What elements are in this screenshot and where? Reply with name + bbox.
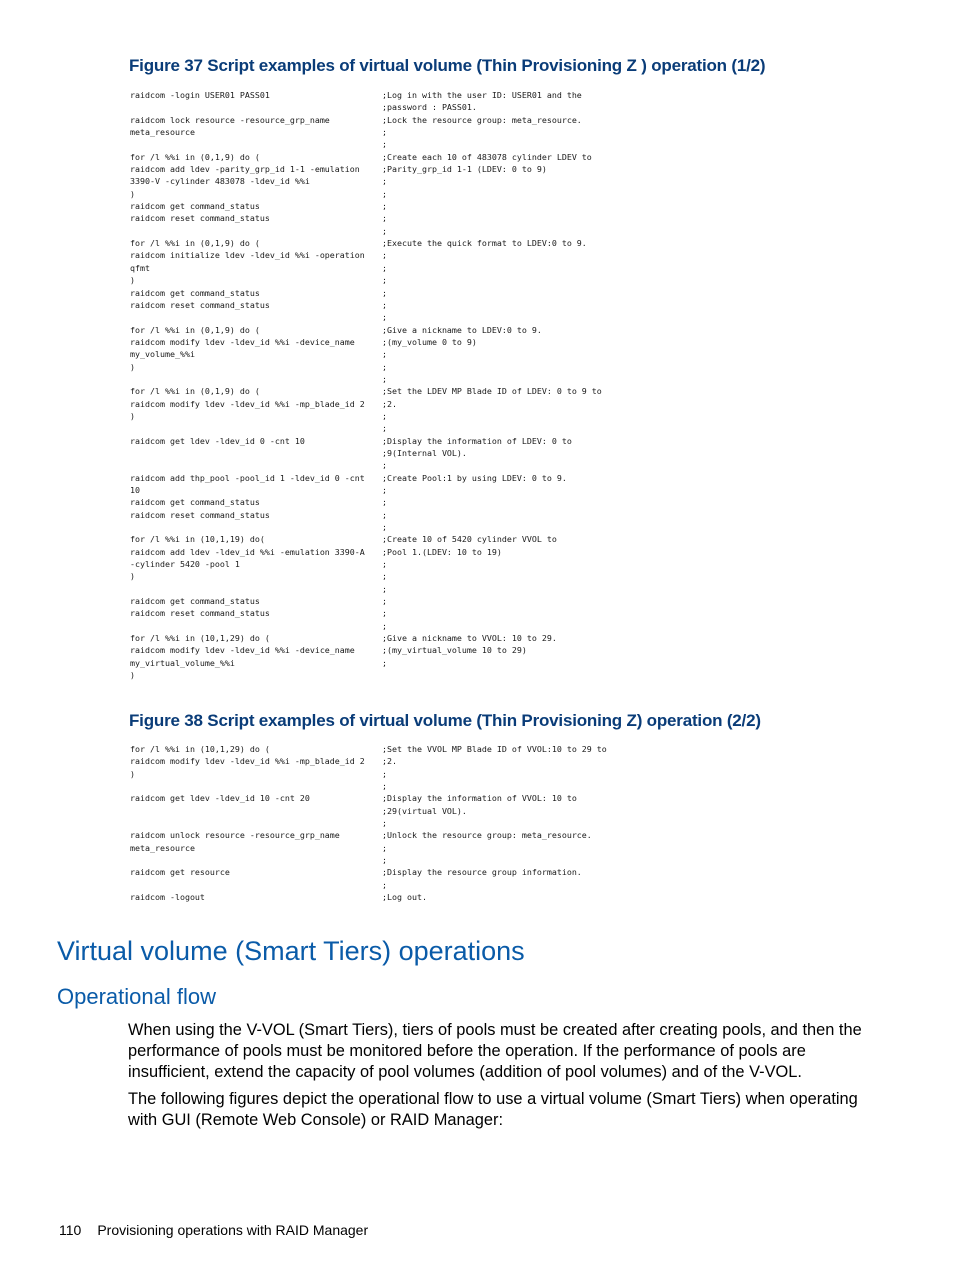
script-command: meta_resource [130,127,195,138]
script-comment: ;(my_volume 0 to 9) [382,336,477,347]
script-line [130,398,602,410]
script-command: raidcom reset command_status [130,299,270,310]
figure-38-caption: Figure 38 Script examples of virtual volume (Thin Provisioning Z) operation (2/2) [129,711,761,730]
script-line [130,854,607,866]
script-line [130,583,602,595]
script-command: raidcom get resource [130,867,230,878]
script-command: raidcom add ldev -parity_grp_id 1-1 -emulation [130,164,360,175]
script-comment: ;Display the information of VVOL: 10 to [382,793,577,804]
script-comment: ; [382,361,387,372]
script-line [130,620,602,632]
script-command: for /l %%i in (0,1,9) do ( [130,324,260,335]
script-command [130,620,382,632]
script-line [130,114,602,126]
script-line [130,829,607,841]
figure-37-script [130,89,602,682]
script-command [130,805,382,817]
paragraph-figures-intro: The following figures depict the operational flow to use a virtual volume (Smart Tiers) when operating with GUI (Remote Web Console) or RAID Manager: [128,1090,858,1129]
script-line [130,842,607,854]
script-line [130,472,602,484]
script-line [130,274,602,286]
script-line [130,768,607,780]
script-line [130,805,607,817]
script-command [130,101,382,113]
script-line [130,792,607,804]
script-comment: ; [382,127,387,138]
script-command [130,447,382,459]
script-command: raidcom get command_status [130,287,260,298]
script-line [130,200,602,212]
script-command: raidcom get ldev -ldev_id 0 -cnt 10 [130,435,305,446]
script-command: raidcom add thp_pool -pool_id 1 -ldev_id 0 -cnt [130,472,365,483]
script-comment: ;Create Pool:1 by using LDEV: 0 to 9. [382,472,567,483]
script-line [130,570,602,582]
script-command: ) [130,361,135,372]
script-line [130,225,602,237]
script-comment: ; [382,571,387,582]
script-line [130,866,607,878]
script-command: raidcom reset command_status [130,509,270,520]
script-line [130,410,602,422]
script-line [130,533,602,545]
figure-38-script [130,743,607,903]
script-command: raidcom get command_status [130,596,260,607]
script-command: for /l %%i in (0,1,9) do ( [130,151,260,162]
script-line [130,558,602,570]
script-line [130,373,602,385]
script-command: raidcom -logout [130,892,205,903]
script-line [130,188,602,200]
script-command: for /l %%i in (10,1,29) do ( [130,633,270,644]
script-line [130,484,602,496]
script-line [130,422,602,434]
page-number: 110 [59,1222,82,1238]
script-line [130,385,602,397]
script-comment: ;Give a nickname to VVOL: 10 to 29. [382,633,557,644]
script-line [130,237,602,249]
script-command [130,854,382,866]
chapter-title: Provisioning operations with RAID Manager [97,1222,369,1238]
script-comment: ;Parity_grp_id 1-1 (LDEV: 0 to 9) [382,164,547,175]
script-comment: ; [382,522,387,533]
script-comment: ;Execute the quick format to LDEV:0 to 9. [382,238,587,249]
script-comment: ; [382,855,387,866]
script-comment: ; [382,509,387,520]
script-line [130,175,602,187]
script-comment: ; [382,620,387,631]
script-comment: ;Log out. [382,892,427,903]
script-line [130,817,607,829]
script-comment: ;(my_virtual_volume 10 to 29) [382,645,527,656]
script-comment: ;9(Internal VOL). [382,447,467,458]
script-command: raidcom -login USER01 PASS01 [130,90,270,100]
script-line [130,101,602,113]
script-comment: ;Display the resource group information. [382,867,582,878]
script-line [130,447,602,459]
script-command [130,138,382,150]
script-command [130,879,382,891]
section-heading: Virtual volume (Smart Tiers) operations [57,936,525,966]
script-command: 3390-V -cylinder 483078 -ldev_id %%i [130,176,310,187]
figure-37-caption: Figure 37 Script examples of virtual volume (Thin Provisioning Z ) operation (1/2) [129,56,766,75]
script-line [130,299,602,311]
script-comment: ;Log in with the user ID: USER01 and the [382,90,582,100]
script-line [130,336,602,348]
script-command [130,422,382,434]
script-command: raidcom lock resource -resource_grp_name [130,114,330,125]
script-command: raidcom modify ldev -ldev_id %%i -device_name [130,336,355,347]
subsection-heading: Operational flow [57,984,216,1009]
script-line [130,163,602,175]
script-comment: ; [382,349,387,360]
script-line [130,361,602,373]
script-command: for /l %%i in (0,1,9) do ( [130,386,260,397]
script-command [130,311,382,323]
script-comment: ;Give a nickname to LDEV:0 to 9. [382,324,542,335]
script-line [130,435,602,447]
script-command: raidcom reset command_status [130,608,270,619]
script-command [130,459,382,471]
script-command: for /l %%i in (0,1,9) do ( [130,238,260,249]
script-comment: ; [382,312,387,323]
script-line [130,348,602,360]
script-line [130,287,602,299]
paragraph-operational-flow: When using the V-VOL (Smart Tiers), tiers of pools must be created after creating pools, and then the performance of pools must be monitored before the operation. If the performance of pools are insufficient, extend the capacity of pool volumes (addition of pool volumes) and of the V-VOL. [128,1021,862,1081]
script-comment: ; [382,485,387,495]
script-command: ) [130,768,135,779]
script-command: ) [130,275,135,286]
script-comment: ;2. [382,398,397,409]
script-comment: ;Unlock the resource group: meta_resource. [382,830,592,841]
script-command [130,225,382,237]
script-command: raidcom get ldev -ldev_id 10 -cnt 20 [130,793,310,804]
script-line [130,521,602,533]
script-command: raidcom modify ldev -ldev_id %%i -mp_blade_id 2 [130,756,365,767]
script-line [130,496,602,508]
script-command: my_virtual_volume_%%i [130,657,235,668]
script-command: ) [130,670,135,681]
script-line [130,311,602,323]
script-line [130,249,602,261]
script-comment: ; [382,583,387,594]
script-comment: ;Display the information of LDEV: 0 to [382,435,572,446]
script-line [130,755,607,767]
script-comment: ;29(virtual VOL). [382,805,467,816]
script-command: raidcom get command_status [130,497,260,508]
script-line [130,891,607,903]
script-line [130,151,602,163]
script-command: my_volume_%%i [130,349,195,360]
script-comment: ;Set the VVOL MP Blade ID of VVOL:10 to 29 to [382,744,607,754]
script-comment: ; [382,188,387,199]
script-line [130,780,607,792]
script-command: raidcom reset command_status [130,213,270,224]
script-command: raidcom get command_status [130,201,260,212]
script-command: meta_resource [130,842,195,853]
script-comment: ;Create 10 of 5420 cylinder VVOL to [382,534,557,545]
script-comment: ; [382,818,387,829]
script-comment: ; [382,423,387,434]
script-command: ) [130,571,135,582]
script-command [130,817,382,829]
script-comment: ; [382,225,387,236]
script-line [130,743,607,755]
script-comment: ; [382,176,387,187]
script-command: raidcom add ldev -ldev_id %%i -emulation 3390-A [130,546,365,557]
script-comment: ; [382,275,387,286]
script-comment: ; [382,781,387,792]
script-command [130,780,382,792]
script-line [130,669,602,681]
script-comment: ; [382,596,387,607]
script-comment: ; [382,657,387,668]
script-line [130,509,602,521]
script-line [130,632,602,644]
script-comment: ; [382,608,387,619]
script-command: raidcom modify ldev -ldev_id %%i -mp_blade_id 2 [130,398,365,409]
script-command: for /l %%i in (10,1,19) do( [130,534,265,545]
script-comment: ; [382,262,387,273]
script-line [130,459,602,471]
script-line [130,138,602,150]
script-comment: ;Lock the resource group: meta_resource. [382,114,582,125]
script-line [130,262,602,274]
script-comment: ; [382,201,387,212]
script-comment: ; [382,213,387,224]
script-comment: ; [382,410,387,421]
script-line [130,657,602,669]
script-line [130,644,602,656]
script-command: ) [130,188,135,199]
script-comment: ; [382,287,387,298]
script-command: raidcom unlock resource -resource_grp_name [130,830,340,841]
script-comment: ; [382,460,387,471]
script-command [130,521,382,533]
script-command: ) [130,410,135,421]
script-comment: ; [382,299,387,310]
script-comment: ;Create each 10 of 483078 cylinder LDEV to [382,151,592,162]
script-comment: ; [382,768,387,779]
script-comment: ;2. [382,756,397,767]
script-line [130,324,602,336]
script-line [130,546,602,558]
script-line [130,879,607,891]
script-line [130,595,602,607]
script-comment: ; [382,250,387,261]
script-line [130,89,602,101]
script-command: raidcom initialize ldev -ldev_id %%i -operation [130,250,365,261]
script-line [130,212,602,224]
script-comment: ;password : PASS01. [382,102,477,113]
script-comment: ; [382,559,387,570]
script-comment: ; [382,497,387,508]
script-comment: ; [382,373,387,384]
script-command [130,583,382,595]
script-comment: ;Pool 1.(LDEV: 10 to 19) [382,546,502,557]
script-command [130,373,382,385]
script-command: for /l %%i in (10,1,29) do ( [130,744,270,754]
page-footer [59,1222,368,1238]
script-command: 10 [130,485,140,495]
script-command: -cylinder 5420 -pool 1 [130,559,240,570]
script-comment: ; [382,139,387,150]
script-comment: ;Set the LDEV MP Blade ID of LDEV: 0 to 9 to [382,386,602,397]
script-line [130,607,602,619]
script-command: qfmt [130,262,150,273]
script-command: raidcom modify ldev -ldev_id %%i -device_name [130,645,355,656]
script-comment: ; [382,842,387,853]
script-line [130,126,602,138]
script-comment: ; [382,879,387,890]
